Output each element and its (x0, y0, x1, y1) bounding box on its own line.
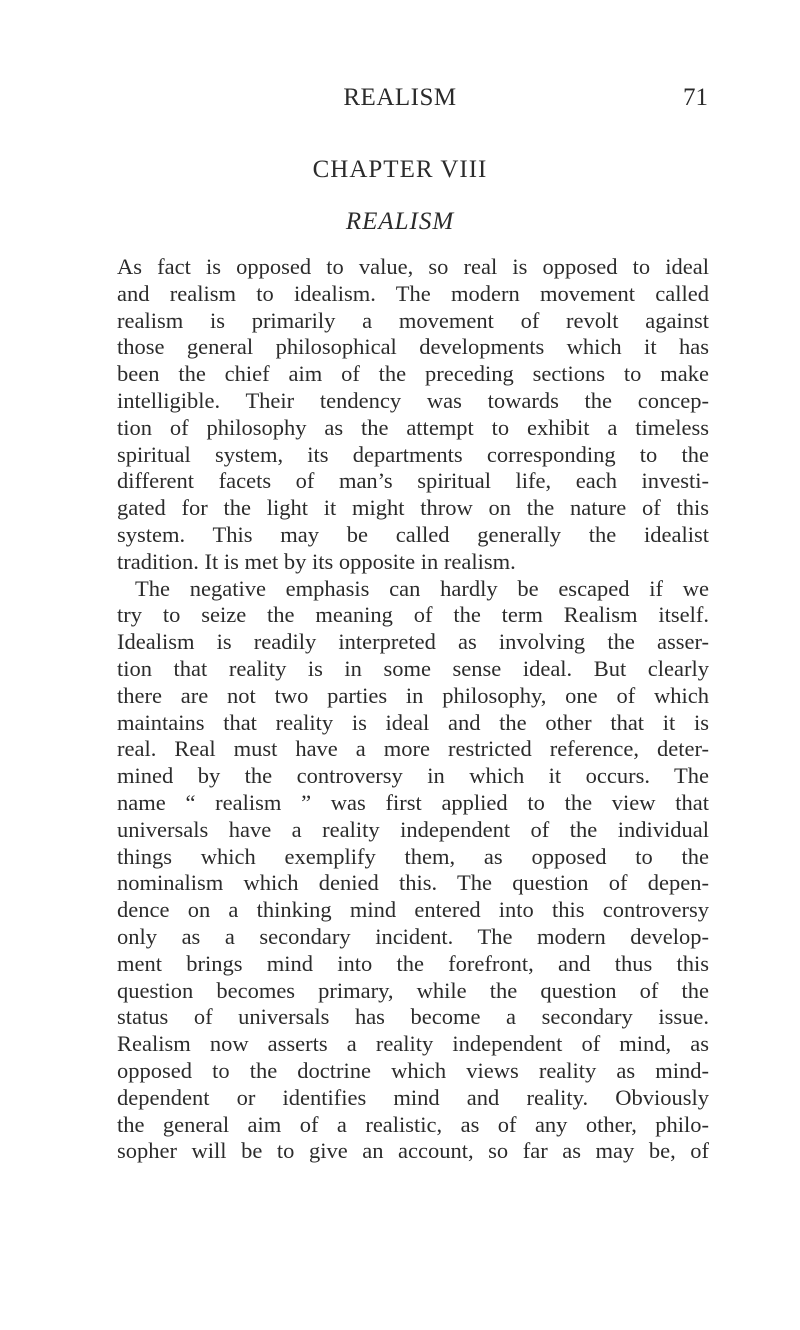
text-line: universals have a reality independent of the individual (117, 816, 709, 842)
text-line: dependent or identifies mind and reality. Obviously (117, 1084, 709, 1110)
text-line: those general philosophical developments which it has (117, 334, 709, 360)
text-line: The negative emphasis can hardly be escaped if we (135, 575, 709, 601)
text-line: Realism now asserts a reality independent of mind, as (117, 1031, 709, 1057)
text-line: As fact is opposed to value, so real is opposed to ideal (117, 254, 709, 279)
text-line: tradition. It is met by its opposite in realism. (117, 548, 516, 574)
text-line: name “ realism ” was first applied to the view that (117, 789, 709, 815)
page-number: 71 (683, 84, 708, 111)
text-line: maintains that reality is ideal and the other that it is (117, 709, 709, 735)
text-line: been the chief aim of the preceding sections to make (117, 361, 709, 387)
text-line: tion of philosophy as the attempt to exhibit a timeless (117, 414, 709, 440)
text-line: intelligible. Their tendency was towards the concep- (117, 387, 709, 413)
text-line: things which exemplify them, as opposed to the (117, 843, 709, 869)
body-text (117, 254, 709, 1165)
text-line: dence on a thinking mind entered into this controversy (117, 897, 709, 923)
text-line: there are not two parties in philosophy, one of which (117, 682, 709, 708)
text-line: tion that reality is in some sense ideal. But clearly (117, 655, 709, 681)
text-line: system. This may be called generally the idealist (117, 521, 709, 547)
text-line: mined by the controversy in which it occurs. The (117, 763, 709, 789)
text-line: try to seize the meaning of the term Realism itself. (117, 602, 709, 628)
text-line: question becomes primary, while the question of the (117, 977, 709, 1003)
chapter-title: REALISM (345, 208, 455, 235)
text-line: realism is primarily a movement of revolt against (117, 307, 709, 333)
text-line: ment brings mind into the forefront, and thus this (117, 950, 709, 976)
text-line: spiritual system, its departments corresponding to the (117, 441, 709, 467)
text-line: Idealism is readily interpreted as involving the asser- (117, 629, 709, 655)
text-line: and realism to idealism. The modern movement called (117, 280, 709, 306)
text-line: opposed to the doctrine which views reality as mind- (117, 1057, 709, 1083)
text-line: only as a secondary incident. The modern develop- (117, 923, 709, 949)
text-line: different facets of man’s spiritual life, each investi- (117, 468, 709, 494)
text-line: real. Real must have a more restricted reference, deter- (117, 736, 709, 762)
text-line: status of universals has become a secondary issue. (117, 1004, 709, 1030)
text-line: nominalism which denied this. The question of depen- (117, 870, 709, 896)
text-line: gated for the light it might throw on the nature of this (117, 495, 709, 521)
text-line: the general aim of a realistic, as of any other, philo- (117, 1111, 709, 1137)
text-line: sopher will be to give an account, so far as may be, of (117, 1138, 709, 1164)
chapter-number: CHAPTER VIII (312, 156, 488, 183)
running-head: REALISM (343, 84, 457, 111)
